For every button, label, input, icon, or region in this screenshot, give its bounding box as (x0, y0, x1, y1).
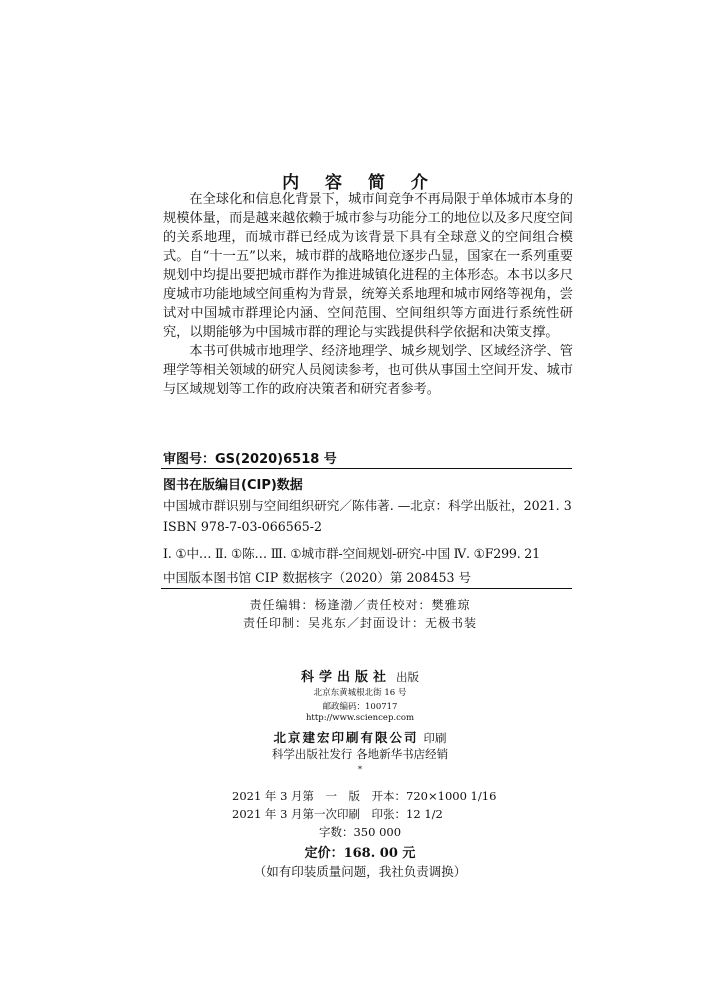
word-count: 字数：350 000 (318, 825, 402, 839)
price: 定价：168. 00 元 (304, 846, 416, 861)
staff-credits: 责任印制：吴兆东／封面设计：无极书装 (242, 616, 477, 630)
summary-paragraph: 在全球化和信息化背景下，城市间竞争不再局限于单体城市本身的规模体量，而是越来越依赖于城市参与功能分工的地位以及多尺度空间的关系地理，而城市群已经成为该背景下具有全球意义的空间组合模式。自“十一五”以来，城市群的战略地位逐步凸显，国家在一系列重要规划中均提出要把城市群作为推进城镇化进程的主体形态。本书以多尺度城市功能地域空间重构为背景，统筹关系地理和城市网络等视角，尝试对中国城市群理论内涵、空间范围、空间组织等方面进行系统性研究，以期能够为中国城市群的理论与实践提供科学依据和决策支撑。 (163, 192, 573, 340)
cip-line: 中国版本图书馆 CIP 数据核字（2020）第 208453 号 (163, 570, 472, 585)
distribution-line: 科学出版社发行 各地新华书店经销 (271, 747, 449, 761)
publisher-line (0, 666, 720, 685)
publisher-role: 出版 (396, 670, 420, 684)
printer-role: 印刷 (423, 731, 447, 745)
summary-body (163, 190, 573, 399)
publisher-name: 科学出版社 (300, 670, 391, 685)
cip-line: 中国城市群识别与空间组织研究／陈伟著. —北京：科学出版社，2021. 3 (163, 498, 572, 513)
publisher-postcode: 邮政编码：100717 (322, 702, 398, 712)
cip-heading: 图书在版编目(CIP)数据 (163, 478, 303, 493)
summary-paragraph: 本书可供城市地理学、经济地理学、城乡规划学、区域经济学、管理学等相关领域的研究人员阅读参考，也可供从事国土空间开发、城市与区域规划等工作的政府决策者和研究者参考。 (163, 344, 573, 397)
publisher-website: http://www.sciencep.com (305, 713, 415, 723)
cip-line: Ⅰ. ①中… Ⅱ. ①陈… Ⅲ. ①城市群-空间规划-研究-中国 Ⅳ. ①F299. 21 (163, 546, 540, 561)
publisher-address: 北京东黄城根北街 16 号 (313, 688, 407, 698)
printer-line (0, 727, 720, 746)
quality-notice: （如有印装质量问题，我社负责调换） (253, 864, 467, 879)
staff-credits: 责任编辑：杨逢渤／责任校对：樊雅琼 (249, 598, 471, 612)
separator-mark: * (357, 765, 363, 775)
summary-title: 内 容 简 介 (282, 173, 438, 193)
printer-name: 北京建宏印刷有限公司 (273, 730, 419, 745)
cip-bottom-rule (161, 588, 572, 589)
map-approval-number: 审图号：GS(2020)6518 号 (163, 452, 337, 467)
cip-top-rule (161, 468, 572, 469)
print-specs: 2021 年 3 月第一次印刷 印张：12 1/2 (232, 807, 443, 821)
cip-line: ISBN 978-7-03-066565-2 (163, 519, 323, 534)
edition-specs: 2021 年 3 月第 一 版 开本：720×1000 1/16 (232, 789, 497, 803)
